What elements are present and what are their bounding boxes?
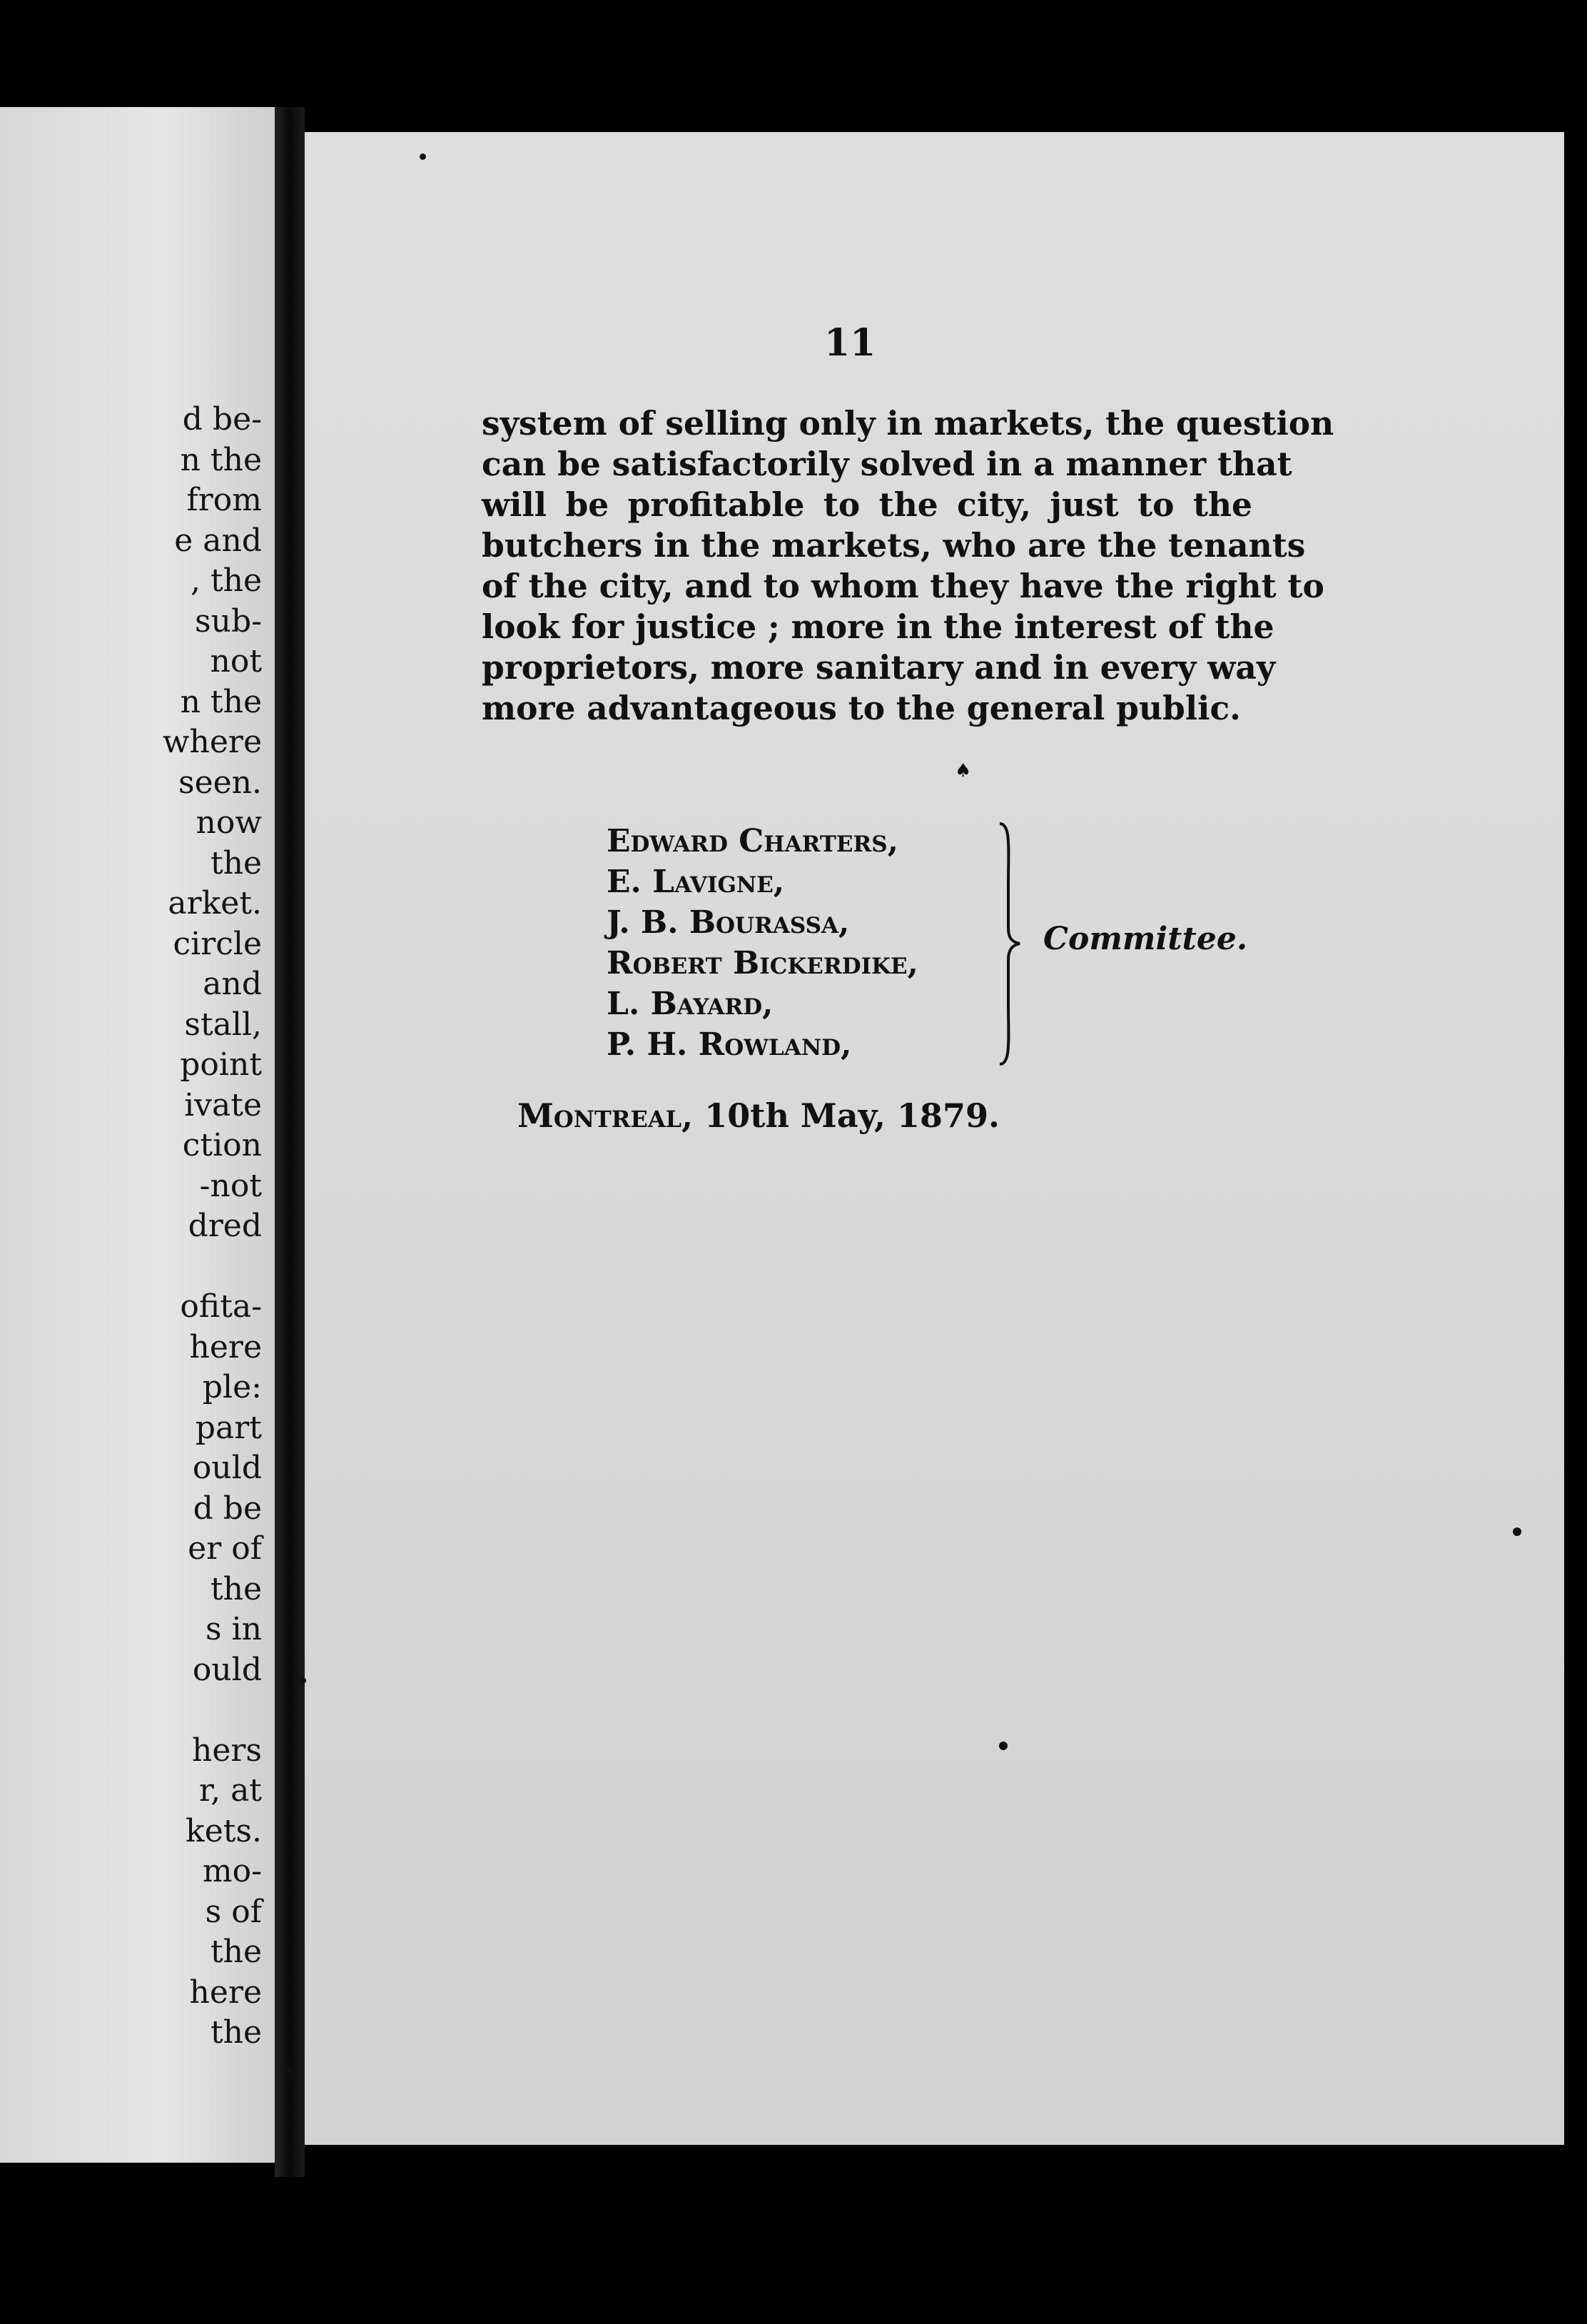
committee-member: J. B. Bourassa, bbox=[607, 904, 850, 941]
paragraph-line: look for justice ; more in the interest of the bbox=[482, 607, 1274, 646]
left-page-line: the bbox=[210, 844, 262, 881]
left-page-line: arket. bbox=[168, 885, 262, 921]
left-page-line: ould bbox=[192, 1450, 262, 1486]
scan-speck bbox=[285, 2066, 292, 2073]
left-page-fragment bbox=[0, 107, 275, 2163]
paragraph-line: can be satisfactorily solved in a manner that bbox=[482, 445, 1292, 483]
left-page-line: n the bbox=[180, 683, 262, 720]
committee-member: Edward Charters, bbox=[607, 823, 899, 859]
spade-ornament-icon: ♠ bbox=[955, 760, 972, 782]
paragraph-line: proprietors, more sanitary and in every way bbox=[482, 648, 1276, 687]
left-page-line bbox=[163, 1247, 262, 1288]
left-page-line: circle bbox=[173, 925, 262, 962]
scan-speck bbox=[420, 153, 426, 160]
page-number: 11 bbox=[824, 321, 876, 365]
paragraph-line: butchers in the markets, who are the tenants bbox=[482, 526, 1306, 565]
committee-member: E. Lavigne, bbox=[607, 864, 785, 900]
scan-speck bbox=[1513, 1527, 1521, 1536]
signature-place: Montreal, bbox=[517, 1096, 694, 1135]
left-page-line: s in bbox=[206, 1611, 262, 1647]
left-page-line: r, at bbox=[198, 1772, 262, 1809]
committee-member: P. H. Rowland, bbox=[607, 1026, 852, 1063]
left-page-line: now bbox=[196, 804, 262, 841]
left-page-line: d be- bbox=[182, 401, 262, 438]
left-page-text bbox=[163, 400, 262, 2053]
left-page-line: ple: bbox=[202, 1369, 262, 1405]
left-page-line: ofita- bbox=[180, 1288, 262, 1325]
scan-speck bbox=[999, 1742, 1008, 1750]
left-page-line: , the bbox=[190, 562, 262, 599]
left-page-line: part bbox=[195, 1409, 262, 1446]
left-page-line: and bbox=[203, 966, 262, 1002]
book-gutter bbox=[275, 107, 305, 2177]
left-page-line: er of bbox=[188, 1530, 262, 1567]
left-page-line: ction bbox=[182, 1127, 262, 1163]
left-page-line: d be bbox=[193, 1490, 262, 1527]
left-page-line: sub- bbox=[195, 602, 262, 640]
curly-brace-icon bbox=[995, 821, 1024, 1067]
signature-line bbox=[517, 1096, 1000, 1135]
committee-member: L. Bayard, bbox=[607, 986, 774, 1022]
left-page-line: n the bbox=[180, 441, 262, 478]
left-page-line: dred bbox=[188, 1208, 262, 1244]
left-page-line: e and bbox=[174, 522, 262, 559]
left-page-line: kets. bbox=[186, 1812, 262, 1849]
left-page-line: -not bbox=[199, 1167, 262, 1204]
committee-label: Committee. bbox=[1043, 921, 1248, 957]
left-page-line: from bbox=[186, 482, 262, 518]
left-page-line: seen. bbox=[178, 764, 262, 801]
left-page-line bbox=[163, 1690, 262, 1731]
paragraph-line: more advantageous to the general public. bbox=[482, 689, 1241, 727]
paragraph-line: will be profitable to the city, just to the bbox=[482, 485, 1252, 524]
left-page-line: where bbox=[162, 724, 262, 760]
signature-date: 10th May, 1879. bbox=[704, 1096, 1000, 1135]
left-page-line: mo- bbox=[202, 1853, 262, 1889]
left-page-line: s of bbox=[205, 1893, 262, 1930]
scan-speck bbox=[300, 1677, 306, 1684]
committee-member: Robert Bickerdike, bbox=[607, 945, 918, 981]
left-page-line: point bbox=[180, 1046, 262, 1083]
left-page-line: here bbox=[189, 1974, 262, 2011]
left-page-line: ivate bbox=[184, 1086, 262, 1123]
body-paragraph bbox=[482, 403, 1334, 729]
committee-member-list bbox=[607, 821, 918, 1065]
left-page-line: not bbox=[210, 643, 262, 679]
paragraph-line: of the city, and to whom they have the right to bbox=[482, 567, 1324, 605]
left-page-line: ould bbox=[192, 1651, 262, 1688]
left-page-line: hers bbox=[192, 1732, 262, 1769]
paragraph-line: system of selling only in markets, the question bbox=[482, 404, 1334, 443]
left-page-line: stall, bbox=[184, 1006, 262, 1043]
left-page-line: the bbox=[210, 1570, 262, 1607]
left-page-line: the bbox=[210, 1934, 262, 1970]
left-page-line: the bbox=[210, 2014, 262, 2051]
left-page-line: here bbox=[189, 1328, 262, 1365]
